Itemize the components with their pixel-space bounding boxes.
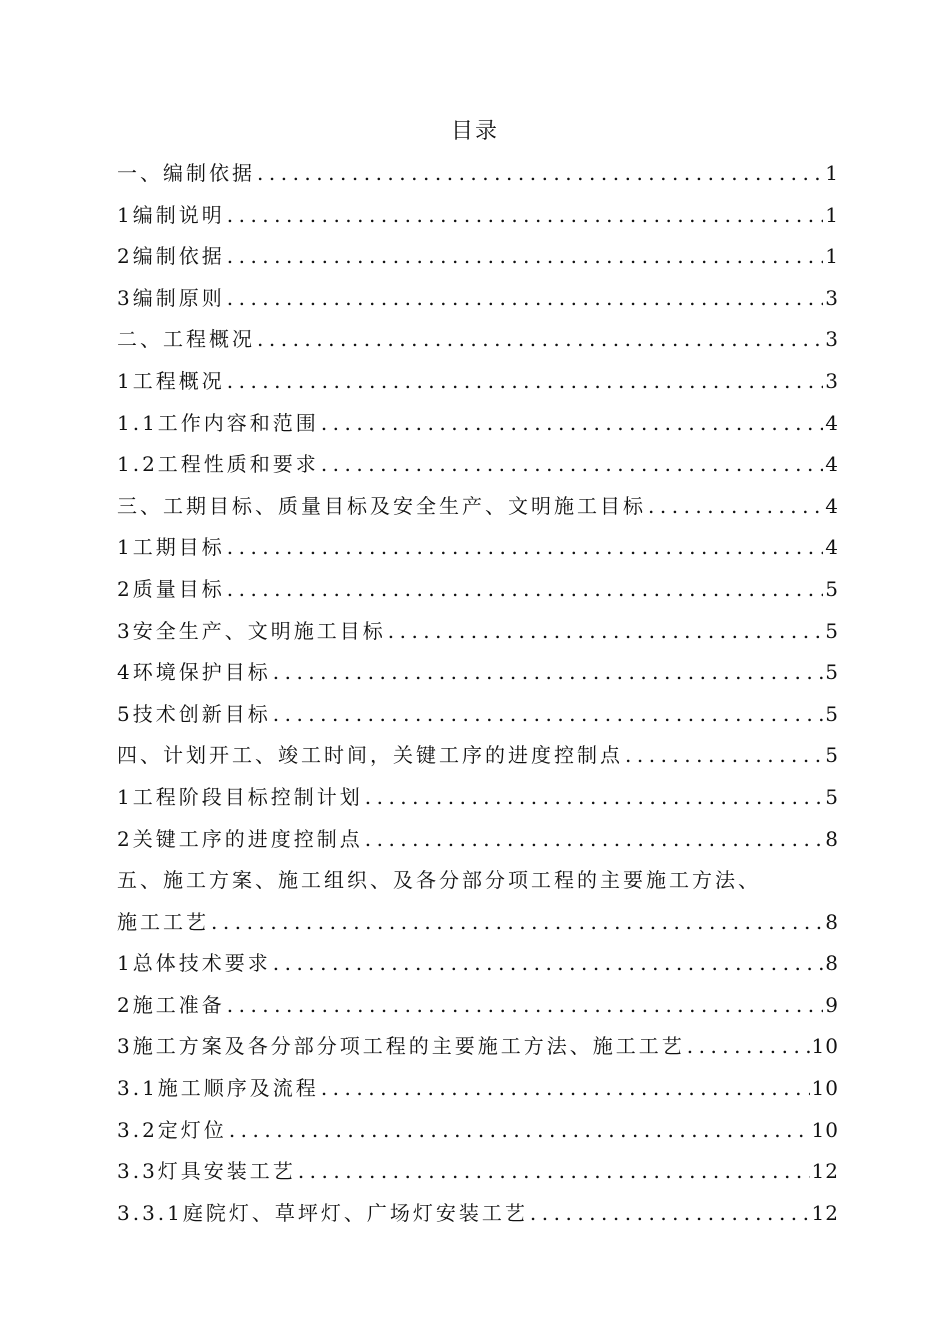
toc-leader-dots — [365, 819, 824, 861]
toc-leader-dots — [273, 652, 824, 694]
toc-entry-label: 2关键工序的进度控制点 — [117, 826, 363, 851]
toc-leader-dots — [321, 444, 823, 486]
toc-title: 目录 — [450, 119, 499, 144]
toc-entry-page: 12 — [811, 1200, 839, 1225]
toc-entry-page: 8 — [825, 951, 839, 976]
toc-entry[interactable] — [117, 486, 839, 528]
toc-leader-dots — [227, 527, 824, 569]
table-of-contents — [117, 153, 839, 1234]
toc-leader-dots — [365, 777, 824, 819]
toc-entry-label: 3.3.1庭院灯、草坪灯、广场灯安装工艺 — [117, 1200, 528, 1225]
toc-entry-label: 一、编制依据 — [117, 161, 255, 185]
toc-entry-page: 5 — [825, 701, 839, 726]
toc-entry[interactable] — [117, 527, 839, 569]
toc-entry[interactable] — [117, 278, 839, 320]
toc-leader-dots — [257, 153, 823, 195]
toc-entry-label: 3编制原则 — [117, 285, 225, 310]
toc-entry[interactable] — [117, 153, 839, 195]
toc-leader-dots — [530, 1193, 810, 1235]
toc-entry[interactable] — [117, 1068, 839, 1110]
toc-entry-label: 施工工艺 — [117, 909, 209, 934]
toc-leader-dots — [388, 611, 824, 653]
toc-entry[interactable] — [117, 569, 839, 611]
toc-entry-page: 3 — [825, 327, 839, 352]
toc-entry-page: 8 — [825, 826, 839, 851]
toc-entry[interactable] — [117, 694, 839, 736]
toc-entry-label: 1总体技术要求 — [117, 951, 271, 976]
toc-entry-page: 10 — [811, 1117, 839, 1142]
toc-entry[interactable] — [117, 1026, 839, 1068]
toc-entry-label: 1工期目标 — [117, 535, 225, 560]
toc-entry-label: 3.2定灯位 — [117, 1117, 227, 1142]
toc-entry-page: 5 — [825, 784, 839, 809]
toc-entry-label: 2质量目标 — [117, 576, 225, 601]
toc-entry[interactable] — [117, 985, 839, 1027]
toc-entry[interactable] — [117, 1151, 839, 1193]
toc-entry-label: 1工程阶段目标控制计划 — [117, 784, 363, 809]
toc-entry-label: 1工程概况 — [117, 368, 225, 393]
toc-entry-page: 8 — [825, 909, 839, 934]
toc-entry[interactable] — [117, 735, 839, 777]
toc-leader-dots — [227, 361, 824, 403]
toc-entry-label: 3施工方案及各分部分项工程的主要施工方法、施工工艺 — [117, 1034, 685, 1059]
toc-leader-dots — [227, 985, 824, 1027]
toc-leader-dots — [227, 278, 824, 320]
toc-leader-dots — [227, 236, 824, 278]
toc-entry[interactable] — [117, 777, 839, 819]
toc-leader-dots — [273, 943, 824, 985]
toc-entry-label: 四、计划开工、竣工时间，关键工序的进度控制点 — [117, 743, 623, 768]
toc-entry-label: 1.1工作内容和范围 — [117, 410, 319, 435]
toc-leader-dots — [211, 902, 823, 944]
toc-entry-page: 12 — [811, 1159, 839, 1184]
toc-entry-page: 5 — [825, 660, 839, 685]
toc-entry-label: 3.3灯具安装工艺 — [117, 1159, 296, 1184]
toc-entry[interactable] — [117, 860, 839, 902]
toc-entry-label: 1编制说明 — [117, 202, 225, 227]
toc-entry-label: 3安全生产、文明施工目标 — [117, 618, 386, 643]
toc-entry-label: 2施工准备 — [117, 992, 225, 1017]
toc-entry[interactable] — [117, 1110, 839, 1152]
toc-entry-label: 1.2工程性质和要求 — [117, 452, 319, 477]
toc-leader-dots — [648, 486, 823, 528]
toc-entry-page: 3 — [825, 285, 839, 310]
toc-entry-page: 10 — [811, 1034, 839, 1059]
toc-entry[interactable] — [117, 319, 839, 361]
toc-entry-label: 3.1施工顺序及流程 — [117, 1076, 319, 1101]
toc-entry[interactable] — [117, 1193, 839, 1235]
toc-entry[interactable] — [117, 652, 839, 694]
toc-entry-page: 10 — [811, 1076, 839, 1101]
toc-entry[interactable] — [117, 444, 839, 486]
toc-entry[interactable] — [117, 611, 839, 653]
toc-leader-dots — [321, 1068, 810, 1110]
toc-entry-page: 4 — [825, 493, 839, 518]
toc-leader-dots — [227, 195, 824, 237]
toc-entry-page: 4 — [825, 452, 839, 477]
toc-entry-page: 3 — [825, 368, 839, 393]
toc-entry[interactable] — [117, 902, 839, 944]
toc-entry[interactable] — [117, 195, 839, 237]
toc-entry-page: 4 — [825, 535, 839, 560]
toc-entry[interactable] — [117, 943, 839, 985]
toc-entry-label: 5技术创新目标 — [117, 701, 271, 726]
toc-entry[interactable] — [117, 819, 839, 861]
toc-entry-page: 1 — [825, 202, 839, 227]
toc-entry-page: 5 — [825, 618, 839, 643]
toc-entry-label: 三、工期目标、质量目标及安全生产、文明施工目标 — [117, 493, 646, 518]
toc-entry-label: 二、工程概况 — [117, 327, 255, 352]
toc-entry-label: 4环境保护目标 — [117, 660, 271, 685]
toc-entry-page: 4 — [825, 410, 839, 435]
toc-leader-dots — [298, 1151, 810, 1193]
toc-entry-page: 9 — [825, 992, 839, 1017]
toc-entry-page: 5 — [825, 576, 839, 601]
toc-leader-dots — [257, 319, 823, 361]
toc-leader-dots — [687, 1026, 810, 1068]
toc-leader-dots — [227, 569, 824, 611]
toc-leader-dots — [229, 1110, 810, 1152]
toc-entry-page: 1 — [825, 161, 839, 185]
toc-leader-dots — [625, 735, 823, 777]
toc-entry[interactable] — [117, 361, 839, 403]
toc-entry-page: 5 — [825, 743, 839, 768]
toc-entry[interactable] — [117, 403, 839, 445]
toc-leader-dots — [273, 694, 824, 736]
toc-entry[interactable] — [117, 236, 839, 278]
toc-entry-label: 2编制依据 — [117, 244, 225, 269]
toc-entry-label: 五、施工方案、施工组织、及各分部分项工程的主要施工方法、 — [117, 868, 761, 893]
toc-entry-page: 1 — [825, 244, 839, 269]
toc-leader-dots — [321, 403, 823, 445]
